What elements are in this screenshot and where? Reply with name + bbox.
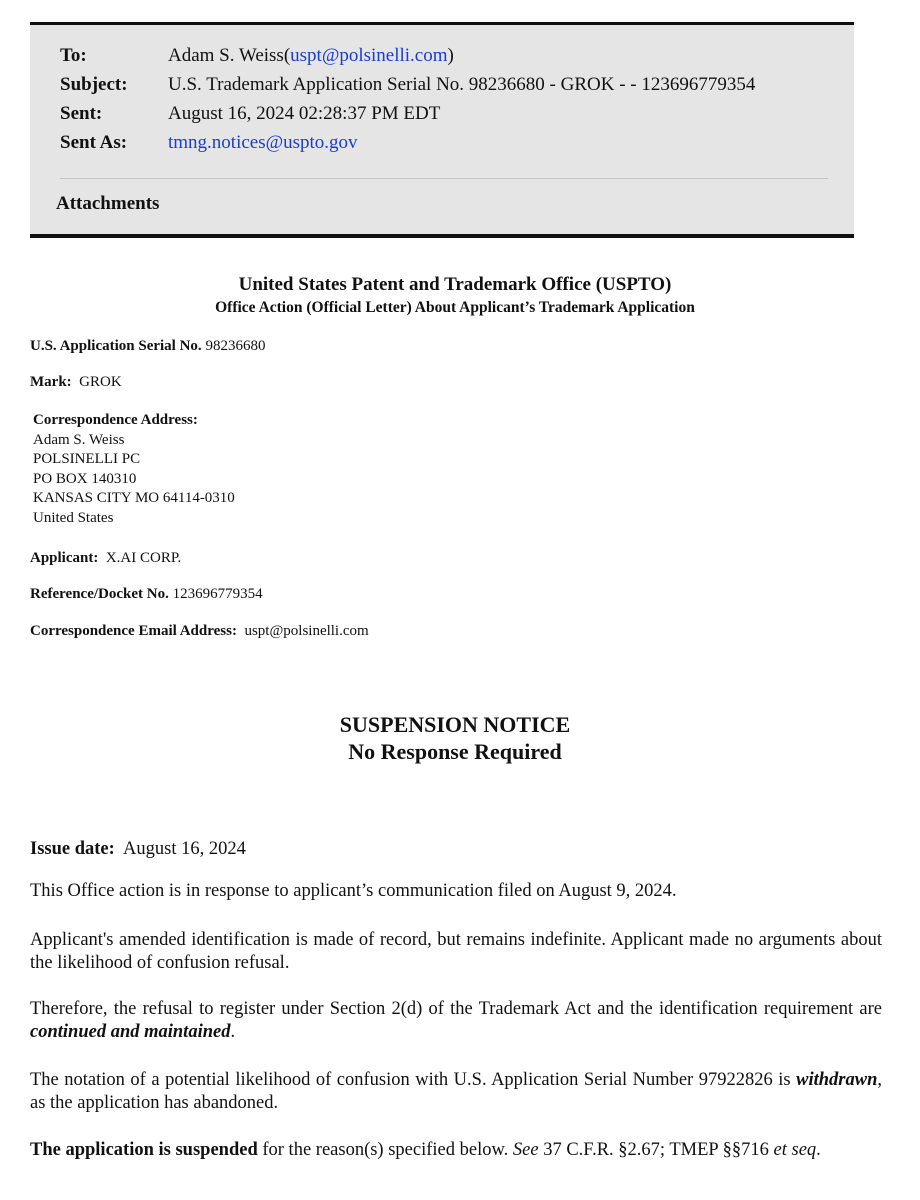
- address-line: Adam S. Weiss: [33, 431, 125, 448]
- mark-line: [30, 373, 122, 392]
- header-divider: [60, 178, 828, 179]
- notice-subtitle: No Response Required: [348, 739, 562, 764]
- office-title: United States Patent and Trademark Office (USPTO): [238, 274, 672, 295]
- sent-as-row: [60, 131, 358, 155]
- mark-value: GROK: [79, 374, 122, 390]
- mark-label: Mark:: [30, 374, 72, 390]
- serial-value: 98236680: [205, 338, 266, 354]
- attachments-label[interactable]: Attachments: [56, 193, 160, 214]
- paragraph-5-et-seq: et seq: [773, 1140, 817, 1160]
- paragraph-5-end: .: [816, 1140, 821, 1160]
- to-label: To:: [60, 45, 87, 66]
- address-line: United States: [33, 509, 114, 526]
- paragraph-4-text: The notation of a potential likelihood of confusion with U.S. Application Serial Number 97922826 is: [30, 1070, 797, 1090]
- sent-row: [60, 102, 440, 126]
- paragraph-2: Applicant's amended identification is made of record, but remains indefinite. Applicant made no arguments about the likelihood of confusion refusal.: [30, 930, 882, 973]
- address-label: Correspondence Address:: [33, 412, 198, 428]
- to-row: [60, 44, 454, 68]
- correspondence-address: [33, 411, 235, 528]
- address-line: PO BOX 140310: [33, 470, 137, 487]
- paragraph-5: [30, 1139, 882, 1162]
- subject-row: [60, 73, 755, 97]
- notice-title: SUSPENSION NOTICE: [339, 712, 571, 737]
- office-subtitle: Office Action (Official Letter) About Applicant’s Trademark Application: [215, 299, 695, 316]
- to-email-link[interactable]: uspt@polsinelli.com: [290, 45, 448, 66]
- sent-value: August 16, 2024 02:28:37 PM EDT: [168, 103, 441, 124]
- subject-label: Subject:: [60, 74, 128, 95]
- docket-value: 123696779354: [172, 586, 263, 602]
- issue-date-line: [30, 838, 882, 861]
- address-line: POLSINELLI PC: [33, 451, 141, 467]
- corr-email-label: Correspondence Email Address:: [30, 623, 237, 639]
- corr-email-line: [30, 622, 369, 641]
- paragraph-5-see: See: [512, 1140, 539, 1160]
- sent-as-link[interactable]: tmng.notices@uspto.gov: [168, 132, 358, 153]
- email-header: [30, 22, 854, 238]
- paragraph-5-text: for the reason(s) specified below.: [257, 1140, 513, 1160]
- sent-as-label: Sent As:: [60, 132, 128, 153]
- paragraph-4-end: , as the application has abandoned.: [30, 1070, 882, 1113]
- paragraph-4-emphasis: withdrawn: [796, 1070, 878, 1090]
- paragraph-1: This Office action is in response to applicant’s communication filed on August 9, 2024.: [30, 881, 677, 901]
- applicant-line: [30, 549, 181, 568]
- issue-date-value: August 16, 2024: [123, 839, 246, 859]
- to-close: ): [447, 45, 454, 66]
- paragraph-3-end: .: [230, 1022, 236, 1042]
- paragraph-3: [30, 998, 882, 1044]
- serial-line: [30, 337, 265, 356]
- address-line: KANSAS CITY MO 64114-0310: [33, 490, 235, 506]
- paragraph-5-bold: The application is suspended: [30, 1140, 258, 1160]
- paragraph-3-emphasis: continued and maintained: [30, 1022, 231, 1042]
- corr-email-value: uspt@polsinelli.com: [244, 623, 369, 639]
- sent-label: Sent:: [60, 103, 103, 124]
- paragraph-5-citation: 37 C.F.R. §2.67; TMEP §§716: [538, 1140, 774, 1160]
- subject-value: U.S. Trademark Application Serial No. 98236680 - GROK - - 123696779354: [168, 74, 756, 95]
- applicant-value: X.AI CORP.: [105, 550, 182, 566]
- paragraph-3-text: Therefore, the refusal to register under Section 2(d) of the Trademark Act and the identification requirement are: [30, 999, 882, 1019]
- to-name: Adam S. Weiss(: [168, 45, 291, 66]
- paragraph-4: [30, 1069, 882, 1115]
- docket-label: Reference/Docket No.: [30, 586, 169, 602]
- serial-label: U.S. Application Serial No.: [30, 338, 202, 354]
- docket-line: [30, 585, 263, 604]
- applicant-label: Applicant:: [30, 550, 99, 566]
- issue-date-label: Issue date:: [30, 839, 115, 859]
